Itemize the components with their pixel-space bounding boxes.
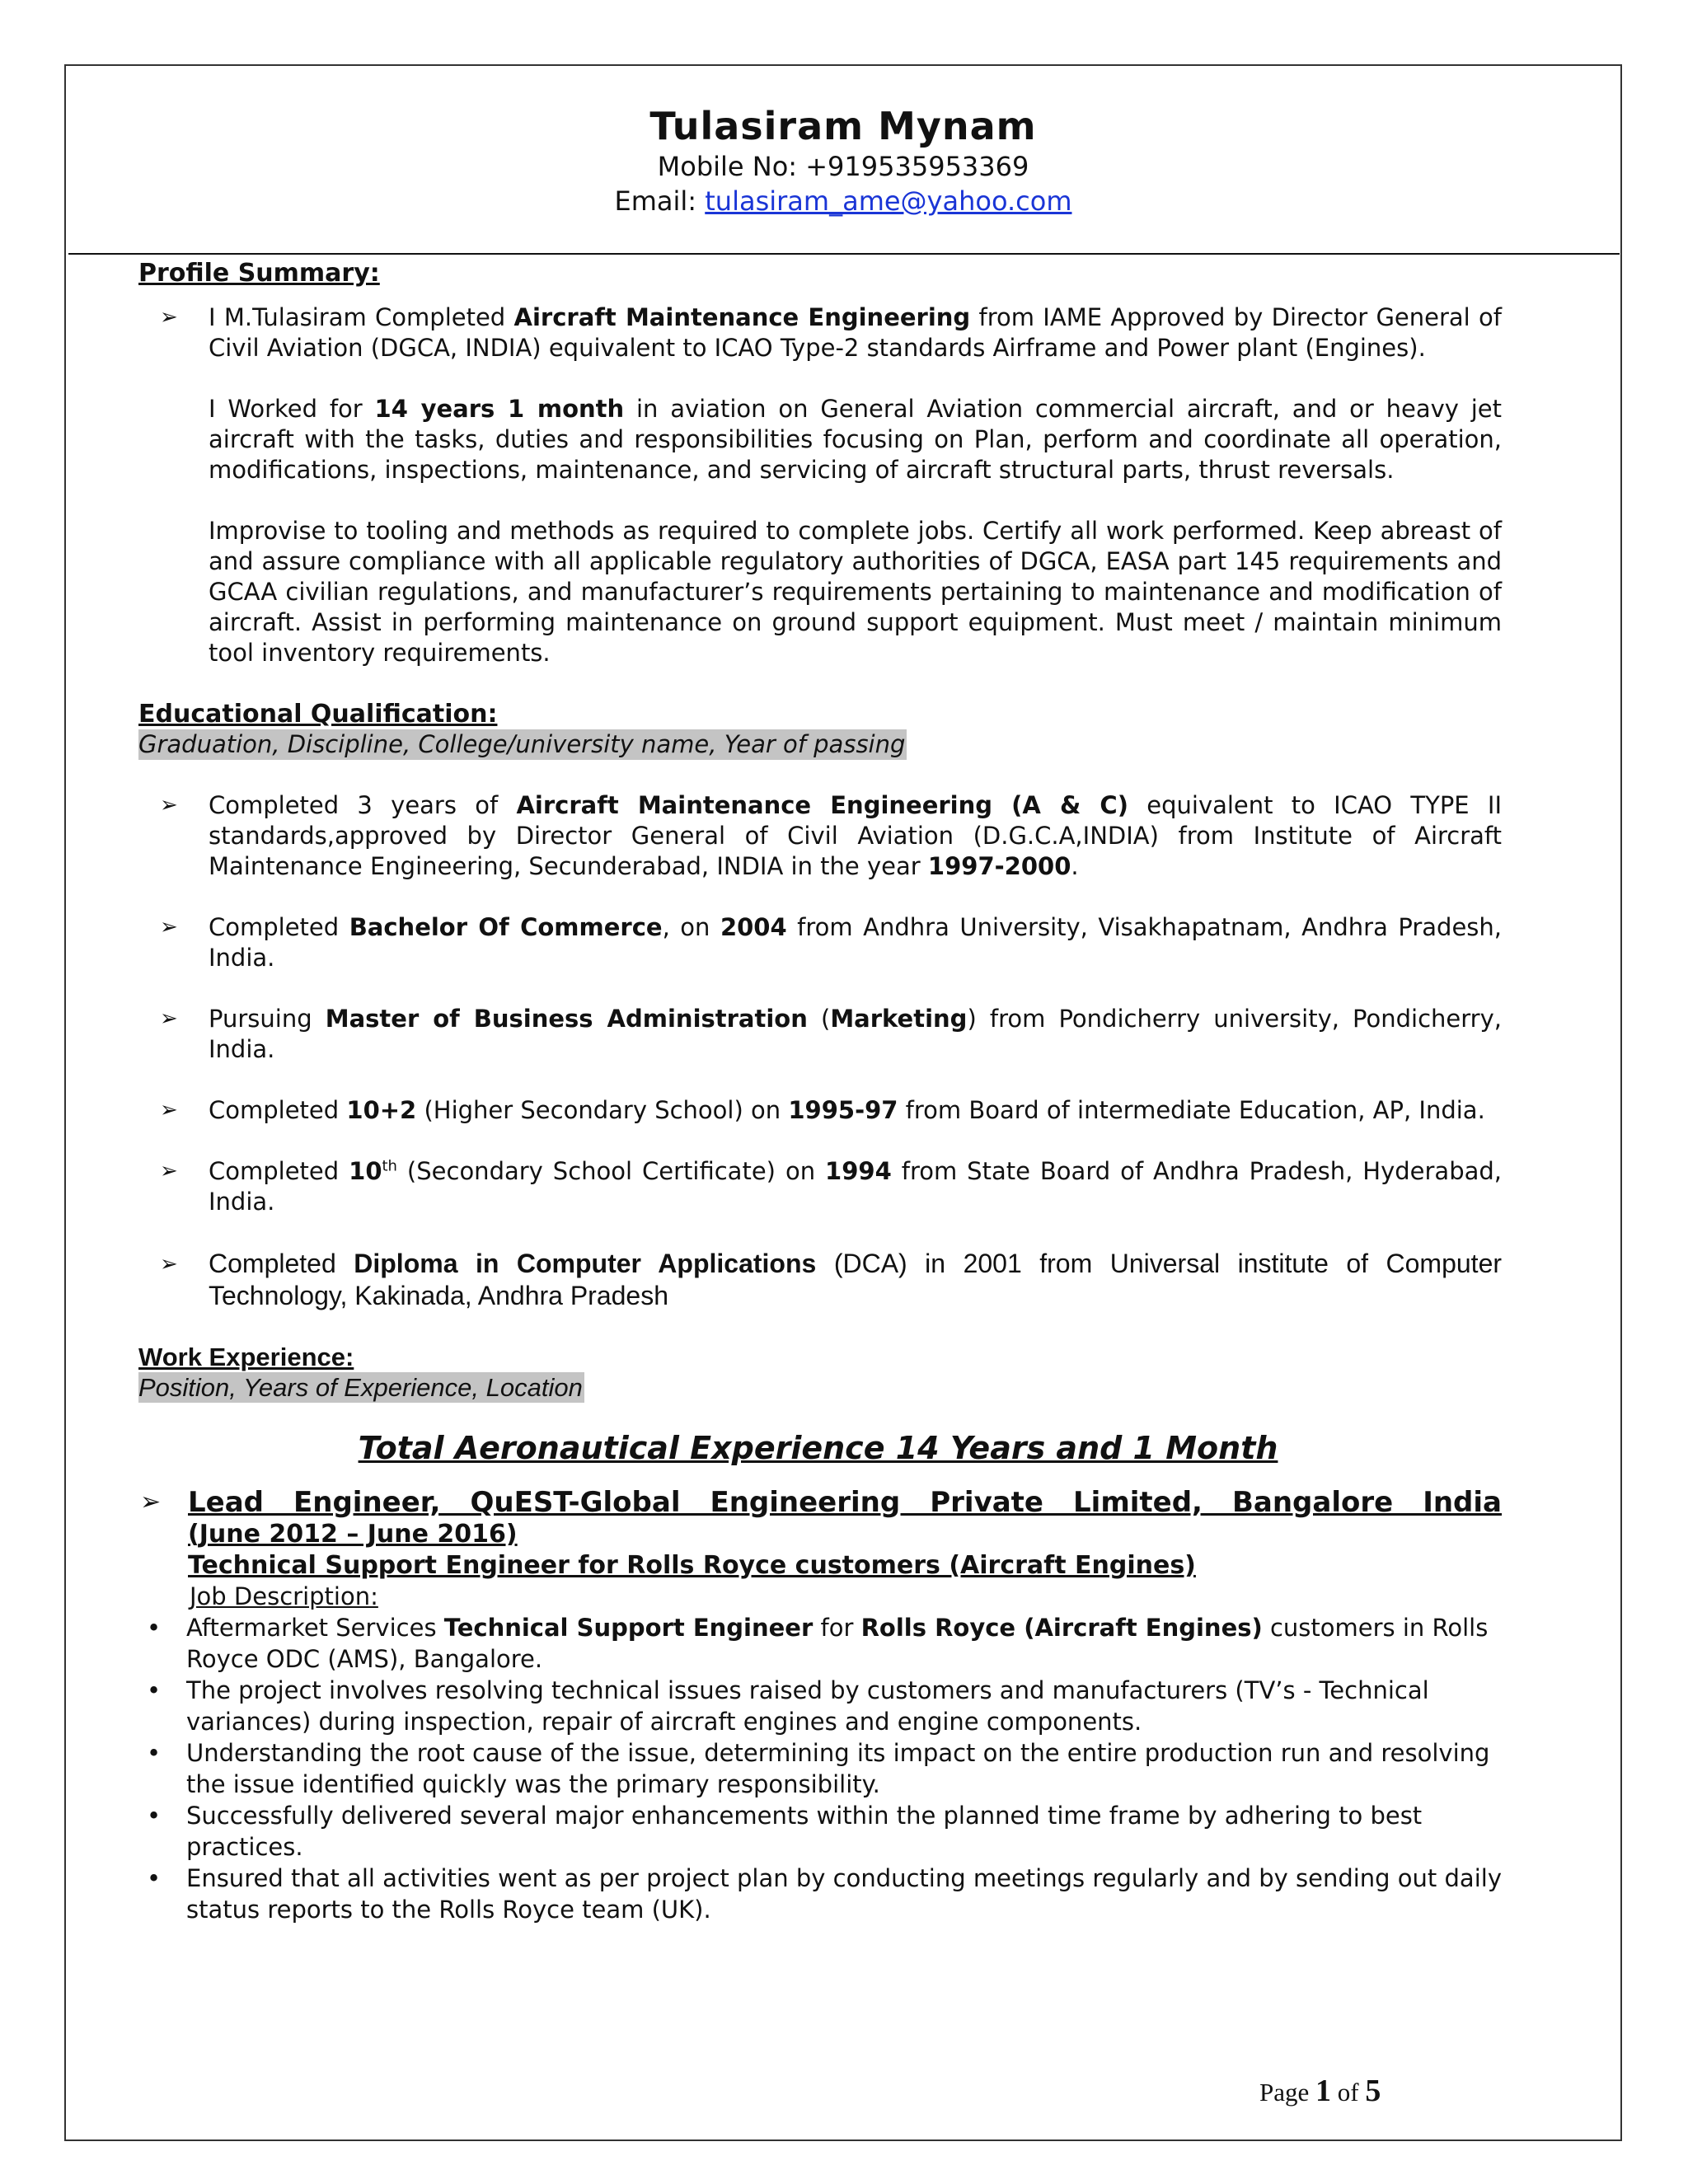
job-entry <box>138 1486 1502 1612</box>
work-experience-subtitle: Position, Years of Experience, Location <box>138 1373 583 1402</box>
arrow-bullet-icon: ➢ <box>160 1098 178 1122</box>
education-title: Educational Qualification: <box>138 700 498 729</box>
job-duties-list <box>138 1612 1502 1925</box>
education-item-10th: ➢ Completed 10th (Secondary School Certificate) on 1994 from State Board of Andhra Pradesh, Hyderabad, India. <box>160 1157 1502 1216</box>
education-item-dca: ➢ Completed Diploma in Computer Applications (DCA) in 2001 from Universal institute of Computer Technology, Kakinada, Andhra Pradesh <box>160 1249 1503 1310</box>
profile-paragraph-experience: I Worked for 14 years 1 month in aviation on General Aviation commercial aircraft, and or heavy jet aircraft with the tasks, duties and responsibilities focusing on Plan, perform and coordinate all operation, modifications, inspections, maintenance, and servicing of aircraft structural parts, thrust reversals. <box>209 395 1503 484</box>
work-experience-title: Work Experience: <box>138 1343 354 1371</box>
profile-summary-title: Profile Summary: <box>138 259 380 288</box>
arrow-bullet-icon: ➢ <box>160 915 178 940</box>
email-label: Email: <box>614 185 706 217</box>
education-item-mba: ➢ Pursuing Master of Business Administration (Marketing) from Pondicherry university, Pondicherry, India. <box>160 1005 1502 1063</box>
job-role: Technical Support Engineer for Rolls Royce customers (Aircraft Engines) <box>188 1551 1196 1580</box>
mobile-number: +919535953369 <box>805 151 1029 182</box>
header-divider <box>68 253 1620 255</box>
education-item-bcom: ➢ Completed Bachelor Of Commerce, on 2004 from Andhra University, Visakhapatnam, Andhra Pradesh, India. <box>160 913 1503 972</box>
education-item-12th: ➢ Completed 10+2 (Higher Secondary School) on 1995-97 from Board of intermediate Education, AP, India. <box>160 1096 1485 1124</box>
job-duty-item: • Ensured that all activities went as per project plan by conducting meetings regularly and by sending out daily status reports to the Rolls Royce team (UK). <box>147 1864 1502 1924</box>
arrow-bullet-icon: ➢ <box>160 1006 178 1031</box>
mobile-label: Mobile No: <box>657 151 806 182</box>
job-duty-item: • Understanding the root cause of the issue, determining its impact on the entire production run and resolving the issue identified quickly was the primary responsibility. <box>147 1739 1490 1798</box>
bullet-dot-icon: • <box>147 1739 162 1767</box>
resume-body <box>138 258 1502 1925</box>
mobile-line <box>66 149 1620 184</box>
job-duty-item: • Successfully delivered several major enhancements within the planned time frame by adhering to best practices. <box>147 1802 1423 1861</box>
education-item-ame: ➢ Completed 3 years of Aircraft Maintenance Engineering (A & C) equivalent to ICAO TYPE II standards,approved by Director General of Civil Aviation (D.G.C.A,INDIA) from Institute of Aircraft Maintenance Engineering, Secunderabad, INDIA in the year 1997-2000. <box>160 791 1503 880</box>
bullet-dot-icon: • <box>147 1614 162 1642</box>
candidate-name: Tulasiram Mynam <box>649 104 1037 148</box>
job-duty-item: • Aftermarket Services Technical Support Engineer for Rolls Royce (Aircraft Engines) customers in Rolls Royce ODC (AMS), Bangalore. <box>147 1614 1489 1673</box>
education-list <box>138 790 1502 1312</box>
job-title: Lead Engineer, QuEST-Global Engineering Private Limited, Bangalore India <box>188 1486 1502 1519</box>
job-description-label: Job Description: <box>190 1582 378 1610</box>
email-link[interactable]: tulasiram_ame@yahoo.com <box>705 185 1072 217</box>
arrow-bullet-icon: ➢ <box>160 305 178 330</box>
job-duty-item: • The project involves resolving technical issues raised by customers and manufacturers (TV’s - Technical variances) during inspection, repair of aircraft engines and engine components. <box>147 1676 1429 1736</box>
arrow-bullet-icon: ➢ <box>160 1251 178 1276</box>
profile-paragraph-duties: Improvise to tooling and methods as required to complete jobs. Certify all work performed. Keep abreast of and assure compliance with all applicable regulatory authorities of DGCA, EASA part 145 requirements and GCAA civilian regulations, and manufacturer’s requirements pertaining to maintenance and modification of aircraft. Assist in performing maintenance on ground support equipment. Must meet / maintain minimum tool inventory requirements. <box>209 517 1502 667</box>
resume-header <box>66 103 1620 218</box>
profile-list <box>138 302 1502 363</box>
total-experience-heading: Total Aeronautical Experience 14 Years and 1 Month <box>358 1430 1278 1466</box>
email-line <box>66 184 1620 218</box>
education-subtitle: Graduation, Discipline, College/university name, Year of passing <box>138 730 906 758</box>
page-number: Page 1 of 5 <box>1259 2074 1381 2108</box>
arrow-bullet-icon: ➢ <box>160 793 178 818</box>
bullet-dot-icon: • <box>147 1676 162 1704</box>
bullet-dot-icon: • <box>147 1802 162 1830</box>
profile-item: ➢ I M.Tulasiram Completed Aircraft Maintenance Engineering from IAME Approved by Director General of Civil Aviation (DGCA, INDIA) equivalent to ICAO Type-2 standards Airframe and Power plant (Engines). <box>160 303 1502 362</box>
job-period: (June 2012 – June 2016) <box>188 1520 518 1549</box>
arrow-bullet-icon: ➢ <box>140 1488 162 1516</box>
bullet-dot-icon: • <box>147 1864 162 1892</box>
arrow-bullet-icon: ➢ <box>160 1159 178 1183</box>
